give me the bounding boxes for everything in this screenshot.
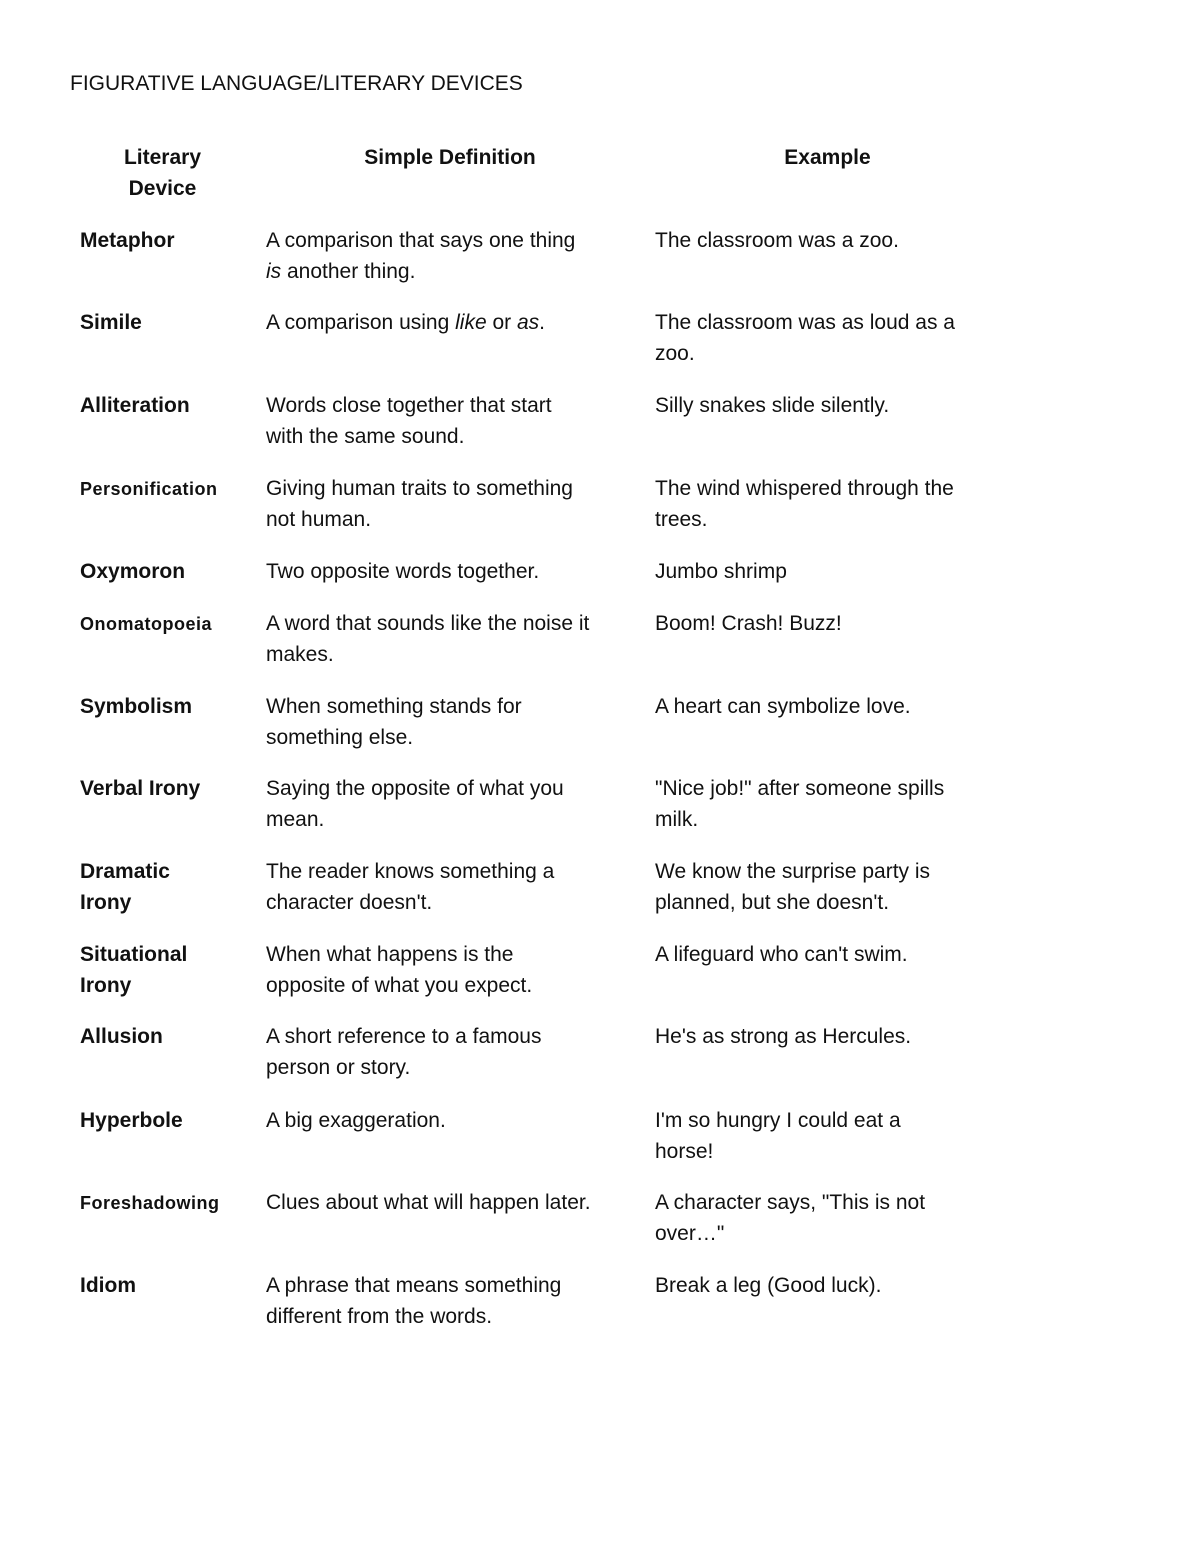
device-term <box>80 475 260 503</box>
device-example-line: Boom! Crash! Buzz! <box>655 612 842 635</box>
device-definition-line: A comparison using like or as. <box>266 311 545 334</box>
device-example-line: zoo. <box>655 342 695 365</box>
device-definition <box>266 1021 636 1083</box>
device-example-line: "Nice job!" after someone spills <box>655 777 945 800</box>
header-literary-device <box>80 142 245 204</box>
device-definition-line: A phrase that means something <box>266 1274 562 1297</box>
device-example <box>655 1187 1000 1249</box>
device-example-line: He's as strong as Hercules. <box>655 1025 912 1048</box>
device-term <box>80 773 260 804</box>
device-example <box>655 473 1000 535</box>
device-example-line: A character says, "This is not <box>655 1191 926 1214</box>
device-definition-line: mean. <box>266 808 325 831</box>
header-simple-definition: Simple Definition <box>364 146 536 169</box>
device-definition-line: When something stands for <box>266 695 522 718</box>
device-term <box>80 1021 260 1052</box>
device-definition-line: A comparison that says one thing <box>266 229 576 252</box>
device-definition-line: not human. <box>266 508 372 531</box>
device-term-line: Irony <box>80 974 132 997</box>
device-example-line: horse! <box>655 1140 714 1163</box>
device-example <box>655 608 1000 639</box>
device-term <box>80 1105 260 1136</box>
device-definition <box>266 225 636 287</box>
device-definition-line: with the same sound. <box>266 425 465 448</box>
device-term <box>80 1270 260 1301</box>
device-term-line: Dramatic <box>80 860 170 883</box>
header-device-line1: Literary <box>123 146 202 169</box>
device-definition-line: When what happens is the <box>266 943 514 966</box>
device-example <box>655 1021 1000 1052</box>
device-term-line: Personification <box>80 479 218 499</box>
device-definition <box>266 939 636 1001</box>
device-example-line: Jumbo shrimp <box>655 560 787 583</box>
device-term <box>80 225 260 256</box>
device-definition <box>266 473 636 535</box>
device-term-line: Alliteration <box>80 394 190 417</box>
device-term-line: Allusion <box>80 1025 163 1048</box>
device-term-line: Metaphor <box>80 229 175 252</box>
device-example-line: Break a leg (Good luck). <box>655 1274 882 1297</box>
device-definition-line: opposite of what you expect. <box>266 974 533 997</box>
device-definition <box>266 856 636 918</box>
device-definition <box>266 307 636 338</box>
device-definition-line: Giving human traits to something <box>266 477 573 500</box>
device-definition-line: A word that sounds like the noise it <box>266 612 590 635</box>
device-definition-line: Two opposite words together. <box>266 560 540 583</box>
device-example-line: A lifeguard who can't swim. <box>655 943 908 966</box>
device-term <box>80 856 260 918</box>
device-example-line: trees. <box>655 508 708 531</box>
device-example <box>655 1105 1000 1167</box>
device-definition-line: character doesn't. <box>266 891 433 914</box>
device-definition-line: different from the words. <box>266 1305 493 1328</box>
device-definition <box>266 390 636 452</box>
device-term <box>80 390 260 421</box>
device-example <box>655 939 1000 970</box>
device-definition <box>266 1105 636 1136</box>
device-definition <box>266 773 636 835</box>
device-example-line: The classroom was a zoo. <box>655 229 899 252</box>
device-example <box>655 390 1000 421</box>
device-example <box>655 225 1000 256</box>
device-example <box>655 1270 1000 1301</box>
device-term-line: Hyperbole <box>80 1109 183 1132</box>
device-term-line: Simile <box>80 311 142 334</box>
device-example <box>655 773 1000 835</box>
device-definition <box>266 1187 636 1218</box>
device-example-line: Silly snakes slide silently. <box>655 394 890 417</box>
device-example-line: milk. <box>655 808 699 831</box>
device-term-line: Idiom <box>80 1274 136 1297</box>
device-example <box>655 691 1000 722</box>
device-term-line: Onomatopoeia <box>80 614 213 634</box>
device-definition <box>266 556 636 587</box>
device-definition-line: Saying the opposite of what you <box>266 777 564 800</box>
header-device-line2: Device <box>128 177 197 200</box>
device-example-line: We know the surprise party is <box>655 860 931 883</box>
device-definition-line: The reader knows something a <box>266 860 555 883</box>
device-example-line: over…" <box>655 1222 725 1245</box>
device-term <box>80 610 260 638</box>
device-term <box>80 556 260 587</box>
device-example-line: The wind whispered through the <box>655 477 954 500</box>
device-example-line: The classroom was as loud as a <box>655 311 955 334</box>
device-example <box>655 556 1000 587</box>
device-term <box>80 691 260 722</box>
device-definition <box>266 1270 636 1332</box>
device-definition <box>266 608 636 670</box>
device-definition-line: person or story. <box>266 1056 411 1079</box>
page-title: FIGURATIVE LANGUAGE/LITERARY DEVICES <box>70 72 523 95</box>
device-term-line: Irony <box>80 891 132 914</box>
device-term-line: Foreshadowing <box>80 1193 220 1213</box>
header-example: Example <box>784 146 871 169</box>
device-definition-line: something else. <box>266 726 414 749</box>
device-definition-line: is another thing. <box>266 260 416 283</box>
device-definition-line: Words close together that start <box>266 394 552 417</box>
device-term <box>80 307 260 338</box>
device-term-line: Verbal Irony <box>80 777 201 800</box>
device-example-line: planned, but she doesn't. <box>655 891 890 914</box>
device-term-line: Situational <box>80 943 188 966</box>
device-example <box>655 307 1000 369</box>
device-term <box>80 939 260 1001</box>
device-definition <box>266 691 636 753</box>
device-definition-line: A big exaggeration. <box>266 1109 446 1132</box>
device-definition-line: Clues about what will happen later. <box>266 1191 591 1214</box>
device-term-line: Symbolism <box>80 695 193 718</box>
device-term <box>80 1189 260 1217</box>
device-example-line: I'm so hungry I could eat a <box>655 1109 901 1132</box>
device-definition-line: A short reference to a famous <box>266 1025 542 1048</box>
device-term-line: Oxymoron <box>80 560 186 583</box>
device-example-line: A heart can symbolize love. <box>655 695 911 718</box>
device-definition-line: makes. <box>266 643 334 666</box>
device-example <box>655 856 1000 918</box>
